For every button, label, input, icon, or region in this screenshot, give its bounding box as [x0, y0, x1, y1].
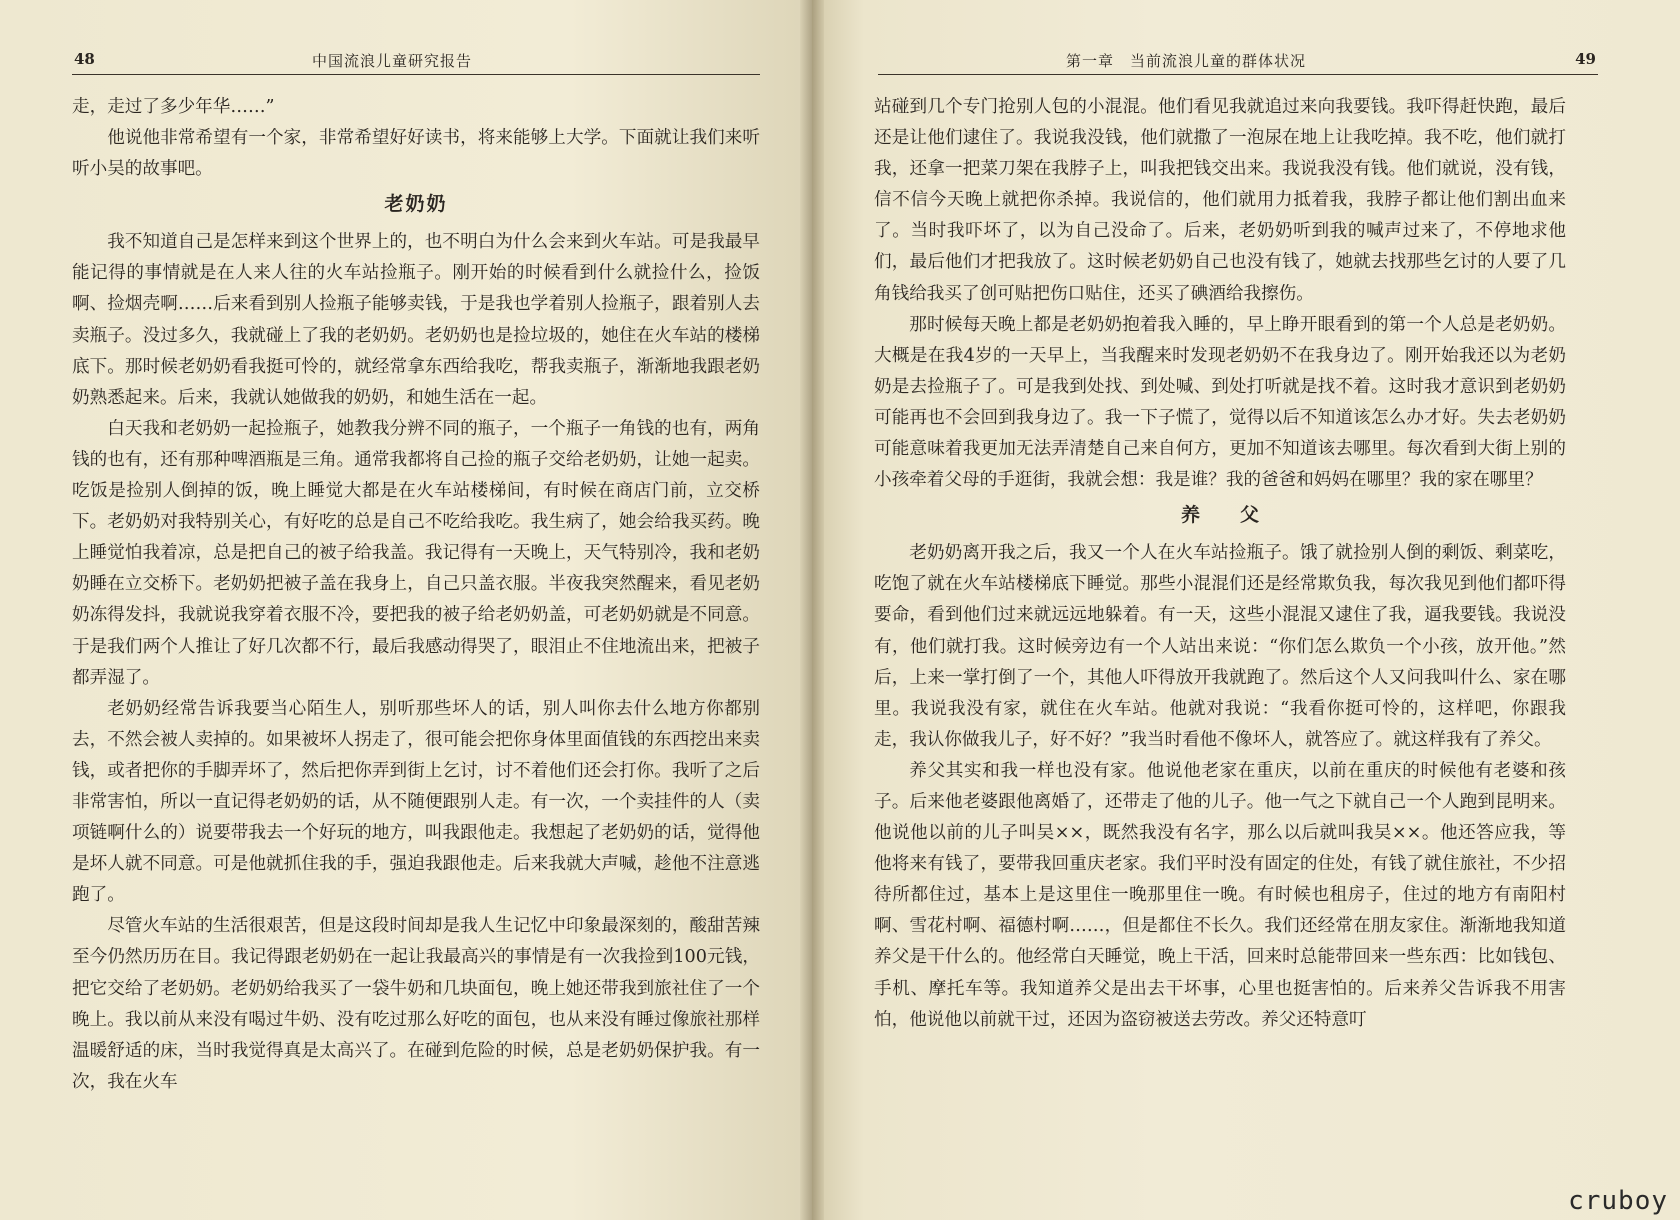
- paragraph: 养父其实和我一样也没有家。他说他老家在重庆，以前在重庆的时候他有老婆和孩子。后来他老婆跟他离婚了，还带走了他的儿子。他一气之下就自己一个人跑到昆明来。他说他以前的儿子叫吴××，既然我没有名字，那么以后就叫我吴××。他还答应我，等他将来有钱了，要带我回重庆老家。我们平时没有固定的住处，有钱了就住旅社，不少招待所都住过，基本上是这里住一晚那里住一晚。有时候也租房子，住过的地方有南阳村啊、雪花村啊、福德村啊……，但是都住不长久。我们还经常在朋友家住。渐渐地我知道养父是干什么的。他经常白天睡觉，晚上干活，回来时总能带回来一些东西：比如钱包、手机、摩托车等。我知道养父是出去干坏事，心里也挺害怕的。后来养父告诉我不用害怕，他说他以前就干过，还因为盗窃被送去劳改。养父还特意叮: [874, 760, 1566, 1030]
- right-page-body: [874, 92, 1566, 1036]
- left-page: [0, 0, 812, 1220]
- paragraph: 他说他非常希望有一个家，非常希望好好读书，将来能够上大学。下面就让我们来听听小吴的故事吧。: [72, 128, 760, 180]
- running-title: 第一章 当前流浪儿童的群体状况: [1066, 52, 1307, 70]
- paragraph: 老奶奶经常告诉我要当心陌生人，别听那些坏人的话，别人叫你去什么地方你都别去，不然会被人卖掉的。如果被坏人拐走了，很可能会把你身体里面值钱的东西挖出来卖钱，或者把你的手脚弄坏了，然后把你弄到街上乞讨，讨不着他们还会打你。我听了之后非常害怕，所以一直记得老奶奶的话，从不随便跟别人走。有一次，一个卖挂件的人（卖项链啊什么的）说要带我去一个好玩的地方，叫我跟他走。我想起了老奶奶的话，觉得他是坏人就不同意。可是他就抓住我的手，强迫我跟他走。后来我就大声喊，趁他不注意逃跑了。: [72, 698, 760, 906]
- right-page-header: [878, 48, 1598, 75]
- page-number: 48: [74, 50, 95, 68]
- watermark: cruboy: [1568, 1186, 1668, 1216]
- paragraph: 那时候每天晚上都是老奶奶抱着我入睡的，早上睁开眼看到的第一个人总是老奶奶。大概是在我4岁的一天早上，当我醒来时发现老奶奶不在我身边了。刚开始我还以为老奶奶是去捡瓶子了。可是我到处找、到处喊、到处打听就是找不着。这时我才意识到老奶奶可能再也不会回到我身边了。我一下子慌了，觉得以后不知道该怎么办才好。失去老奶奶可能意味着我更加无法弄清楚自己来自何方，更加不知道该去哪里。每次看到大街上别的小孩牵着父母的手逛街，我就会想：我是谁？我的爸爸和妈妈在哪里？我的家在哪里？: [874, 314, 1566, 491]
- section-title: 养父: [1180, 504, 1299, 527]
- paragraph: 走，走过了多少年华……”: [72, 97, 275, 117]
- paragraph: 我不知道自己是怎样来到这个世界上的，也不明白为什么会来到火车站。可是我最早能记得的事情就是在人来人往的火车站捡瓶子。刚开始的时候看到什么就捡什么，捡饭啊、捡烟壳啊……后来看到别人捡瓶子能够卖钱，于是我也学着别人捡瓶子，跟着别人去卖瓶子。没过多久，我就碰上了我的老奶奶。老奶奶也是捡垃圾的，她住在火车站的楼梯底下。那时候老奶奶看我挺可怜的，就经常拿东西给我吃，帮我卖瓶子，渐渐地我跟老奶奶熟悉起来。后来，我就认她做我的奶奶，和她生活在一起。: [72, 232, 760, 408]
- left-page-header: [72, 48, 760, 75]
- running-title: 中国流浪儿童研究报告: [312, 52, 473, 70]
- right-page: [812, 0, 1680, 1220]
- section-title: 老奶奶: [384, 193, 448, 216]
- left-page-body: [72, 92, 760, 1098]
- page-number: 49: [1575, 50, 1596, 68]
- paragraph: 尽管火车站的生活很艰苦，但是这段时间却是我人生记忆中印象最深刻的，酸甜苦辣至今仍然历历在目。我记得跟老奶奶在一起让我最高兴的事情是有一次我捡到100元钱，把它交给了老奶奶。老奶奶给我买了一袋牛奶和几块面包，晚上她还带我到旅社住了一个晚上。我以前从来没有喝过牛奶、没有吃过那么好吃的面包，也从来没有睡过像旅社那样温暖舒适的床，当时我觉得真是太高兴了。在碰到危险的时候，总是老奶奶保护我。有一次，我在火车: [72, 916, 760, 1092]
- paragraph: 老奶奶离开我之后，我又一个人在火车站捡瓶子。饿了就捡别人倒的剩饭、剩菜吃，吃饱了就在火车站楼梯底下睡觉。那些小混混们还是经常欺负我，每次我见到他们都吓得要命，看到他们过来就远远地躲着。有一天，这些小混混又逮住了我，逼我要钱。我说没有，他们就打我。这时候旁边有一个人站出来说：“你们怎么欺负一个小孩，放开他。”然后，上来一掌打倒了一个，其他人吓得放开我就跑了。然后这个人又问我叫什么、家在哪里。我说我没有家，就住在火车站。他就对我说：“我看你挺可怜的，这样吧，你跟我走，我认你做我儿子，好不好？”我当时看他不像坏人，就答应了。就这样我有了养父。: [874, 543, 1566, 750]
- paragraph: 站碰到几个专门抢别人包的小混混。他们看见我就追过来向我要钱。我吓得赶快跑，最后还是让他们逮住了。我说我没钱，他们就撒了一泡尿在地上让我吃掉。我不吃，他们就打我，还拿一把菜刀架在我脖子上，叫我把钱交出来。我说我没有钱。他们就说，没有钱，信不信今天晚上就把你杀掉。我说信的，他们就用力抵着我，我脖子都让他们割出血来了。当时我吓坏了，以为自己没命了。后来，老奶奶听到我的喊声过来了，不停地求他们，最后他们才把我放了。这时候老奶奶自己也没有钱了，她就去找那些乞讨的人要了几角钱给我买了创可贴把伤口贴住，还买了碘酒给我擦伤。: [874, 97, 1566, 304]
- paragraph: 白天我和老奶奶一起捡瓶子，她教我分辨不同的瓶子，一个瓶子一角钱的也有，两角钱的也有，还有那种啤酒瓶是三角。通常我都将自己捡的瓶子交给老奶奶，让她一起卖。吃饭是捡别人倒掉的饭，晚上睡觉大都是在火车站楼梯间，有时候在商店门前，立交桥下。老奶奶对我特别关心，有好吃的总是自己不吃给我吃。我生病了，她会给我买药。晚上睡觉怕我着凉，总是把自己的被子给我盖。我记得有一天晚上，天气特别冷，我和老奶奶睡在立交桥下。老奶奶把被子盖在我身上，自己只盖衣服。半夜我突然醒来，看见老奶奶冻得发抖，我就说我穿着衣服不冷，要把我的被子给老奶奶盖，可老奶奶就是不同意。于是我们两个人推让了好几次都不行，最后我感动得哭了，眼泪止不住地流出来，把被子都弄湿了。: [72, 418, 760, 688]
